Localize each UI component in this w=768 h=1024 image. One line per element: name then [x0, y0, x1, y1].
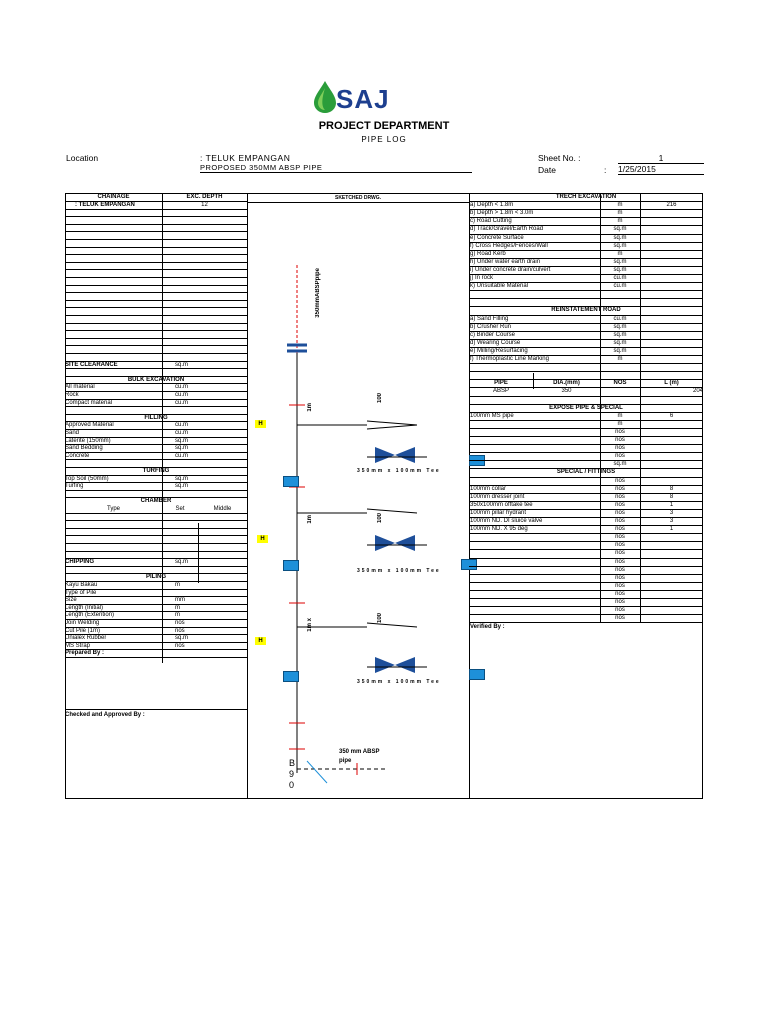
piling-unit-3: m [175, 604, 180, 611]
special-value-0 [640, 477, 703, 485]
reinstate-unit-0: cu.m [613, 315, 627, 322]
special-value-16 [640, 606, 703, 614]
expose-unit-6: sq.m [613, 461, 627, 468]
date-label: Date [538, 165, 556, 175]
label-duck-foot-1: 100 [377, 393, 383, 404]
piling-label-3: Length (Initial) [65, 604, 104, 611]
special-unit-15: nos [615, 599, 625, 605]
pipe-header-0: PIPE [494, 380, 508, 387]
piling-label-7: Unialex Rubber [65, 635, 107, 642]
sketch-header: SKETCHED DRWG. [334, 195, 382, 201]
trench-label-3: d) Track/Gravel/Earth Road [470, 226, 544, 233]
valve-box-1 [283, 476, 299, 487]
special-value-15 [640, 598, 703, 606]
special-value-4: 3 [669, 509, 674, 516]
special-label-7 [470, 533, 600, 541]
trench-label-5: f) Cross Hedges/Fences/Wall [470, 242, 548, 249]
special-value-6: 1 [669, 526, 674, 533]
reinstate-label-1: b) Crusher Run [470, 323, 512, 330]
reinstate-unit-2: sq.m [613, 331, 627, 338]
special-unit-16: nos [615, 607, 625, 614]
pipe-label-2: pipe [339, 758, 352, 764]
location-value: : TELUK EMPANGAN [200, 153, 291, 163]
special-unit-5: nos [615, 518, 625, 524]
special-label-9 [470, 549, 600, 557]
special-value-13 [640, 582, 703, 590]
pipe-header-3: L (m) [664, 380, 679, 387]
trench-label-8: i) Under concrete drain/culvert [470, 266, 551, 273]
special-unit-7: nos [615, 534, 625, 541]
special-label-12 [470, 574, 600, 582]
bend-nine: 9 [289, 769, 295, 779]
reinstate-unit-1: sq.m [613, 323, 627, 330]
chipping-label: CHIPPING [65, 559, 95, 566]
piling-unit-5: nos [175, 620, 185, 626]
piling-label-1: Type of Pile [65, 589, 97, 596]
bend-zero: 0 [289, 780, 295, 790]
reinstate-label-2: c) Binder Course [470, 331, 516, 338]
expose-label-6 [470, 460, 600, 468]
pipe-value-0: ABSP [492, 388, 509, 395]
section-title-filling: FILLING [144, 414, 168, 421]
pipe-sketch [247, 193, 469, 799]
turfing-label-1: Turfing [65, 483, 84, 490]
filling-label-0: Approved Material [65, 422, 114, 429]
trench-unit-0: m [617, 202, 623, 209]
filling-unit-3: sq.m [175, 445, 189, 452]
site-clearance-unit: sq.m [175, 361, 189, 368]
filling-unit-2: sq.m [175, 437, 189, 444]
special-unit-2: nos [615, 493, 625, 500]
special-unit-10: nos [615, 558, 625, 565]
special-unit-6: nos [615, 526, 625, 533]
expose-value-1 [640, 420, 703, 428]
special-value-5: 3 [669, 518, 674, 524]
left-section [65, 193, 247, 799]
special-label-14 [470, 590, 600, 598]
expose-label-0: 100mm MS pipe [470, 412, 514, 419]
pipe-label-vertical: 350mmABSPpipe [315, 268, 321, 318]
special-value-8 [640, 541, 703, 549]
trench-unit-6: m [617, 250, 623, 257]
trench-unit-10: cu.m [613, 283, 627, 290]
trench-value-7 [640, 258, 703, 266]
label-duck-foot-2: 100 [377, 513, 383, 524]
trench-unit-2: m [617, 218, 623, 225]
trench-unit-8: sq.m [613, 266, 627, 273]
page-title: PROJECT DEPARTMENT [318, 120, 450, 132]
special-value-2: 8 [669, 493, 674, 500]
trench-label-4: e) Concrete Surface [470, 234, 524, 241]
pipe-value-2 [600, 387, 640, 395]
pipe-value-3: 204 [692, 388, 703, 395]
special-unit-17: nos [615, 615, 625, 622]
trench-value-10 [640, 282, 703, 290]
filling-label-4: Concrete [65, 452, 90, 459]
section-title-piling: PILING [145, 574, 166, 581]
piling-unit-7: sq.m [175, 635, 189, 642]
bend-letter-b: B [289, 758, 296, 768]
special-label-5: 100mm ND. DI sluice valve [470, 518, 543, 524]
bulk-unit-1: cu.m [175, 392, 189, 398]
special-label-8 [470, 541, 600, 549]
special-unit-9: nos [615, 550, 625, 557]
trench-value-4 [640, 234, 703, 242]
label-ms-pipe-1: 1m [307, 403, 313, 412]
special-label-4: 100mm pillar hydrant [470, 509, 527, 516]
filling-unit-4: cu.m [175, 452, 189, 459]
date-value: 1/25/2015 [618, 164, 704, 175]
expose-value-0: 6 [669, 412, 674, 419]
special-label-0 [470, 477, 600, 485]
piling-unit-8: nos [175, 642, 185, 649]
chainage-value: : TELUK EMPANGAN [75, 202, 135, 208]
logo-text: SAJ [336, 84, 390, 114]
hydrant-marker-3: H [255, 637, 266, 645]
hydrant-marker-2: H [257, 535, 268, 543]
chamber-col-middle: Middle [213, 506, 232, 512]
reinstate-label-3: d) Wearing Course [470, 339, 521, 346]
expose-value-6 [640, 460, 703, 468]
trench-value-6 [640, 250, 703, 258]
expose-unit-5: nos [615, 453, 625, 460]
trench-label-1: b) Depth > 1.8m < 3.0m [470, 210, 534, 217]
special-value-3: 1 [669, 501, 674, 508]
trench-value-8 [640, 266, 703, 274]
pipe-header-2: NOS [613, 380, 627, 387]
trench-unit-5: sq.m [613, 242, 627, 249]
expose-label-5 [470, 452, 600, 460]
pipe-label: 350 mm ABSP [339, 749, 380, 755]
special-label-11 [470, 566, 600, 574]
reinstate-label-4: e) Milling/Resurfacing [470, 347, 528, 354]
proposed-value: PROPOSED 350MM ABSP PIPE [200, 163, 472, 173]
hydrant-marker-1: H [255, 420, 266, 428]
trench-unit-3: sq.m [613, 226, 627, 233]
piling-label-2: Size [65, 597, 77, 604]
chainage-header: CHAINAGE [97, 194, 130, 200]
special-label-2: 100mm dresser joint [470, 493, 525, 500]
turfing-label-0: Top Soil (50mm) [65, 475, 109, 482]
expose-unit-1: m [617, 420, 623, 427]
expose-label-4 [470, 444, 600, 452]
trench-value-1 [640, 209, 703, 217]
checked-by-label: Checked and Approved By : [65, 712, 145, 719]
label-ms-pipe-3: 1m x [307, 618, 313, 632]
trench-value-5 [640, 242, 703, 250]
chipping-unit: sq.m [175, 559, 189, 566]
special-unit-0: nos [615, 477, 625, 484]
special-unit-12: nos [615, 574, 625, 581]
special-value-9 [640, 549, 703, 557]
tee-label-1: 350mm x 100mm Tee [357, 468, 441, 474]
filling-label-1: Sand [65, 430, 80, 436]
piling-label-5: Join Welding [65, 620, 100, 626]
section-title-special: SPECIAL / FITTINGS [556, 469, 616, 476]
special-unit-11: nos [615, 566, 625, 573]
piling-label-8: MS Strap [65, 642, 91, 649]
expose-unit-3: nos [615, 437, 625, 443]
bulk-label-2: Compact material [65, 399, 113, 406]
special-value-14 [640, 590, 703, 598]
special-label-3: 350x100mm offtake tee [470, 501, 533, 508]
expose-label-3 [470, 436, 600, 444]
turfing-unit-1: sq.m [175, 483, 189, 490]
chamber-col-type: Type [106, 506, 120, 512]
reinstate-label-5: f) Thermoplastic Line Marking [470, 356, 549, 362]
special-label-1: 100mm collar [470, 485, 507, 492]
special-unit-4: nos [615, 509, 625, 516]
piling-label-6: Cut Pile (1m) [65, 627, 101, 634]
special-value-17 [640, 614, 703, 622]
special-unit-8: nos [615, 542, 625, 549]
special-label-13 [470, 582, 600, 590]
special-label-17 [470, 614, 600, 622]
special-value-1: 8 [669, 485, 674, 492]
filling-unit-0: cu.m [175, 422, 189, 429]
filling-label-2: Laterite (150mm) [65, 437, 111, 444]
reinstate-unit-4: sq.m [613, 347, 627, 354]
piling-label-0: Kayu Bakau [65, 582, 98, 588]
trench-unit-7: sq.m [613, 258, 627, 265]
bulk-unit-2: cu.m [175, 399, 189, 406]
valve-box-3 [283, 671, 299, 682]
prepared-by-label: Prepared By : [65, 650, 105, 657]
date-colon: : [604, 165, 607, 175]
valve-box-2 [283, 560, 299, 571]
expose-value-3 [640, 436, 703, 444]
trench-value-9 [640, 274, 703, 282]
special-unit-3: nos [615, 501, 625, 508]
special-label-16 [470, 606, 600, 614]
trench-value-3 [640, 225, 703, 233]
filling-unit-1: cu.m [175, 430, 189, 436]
expose-unit-2: nos [615, 428, 625, 435]
section-title-reinstatement: REINSTATEMENT ROAD [551, 307, 621, 314]
location-label: Location [66, 153, 99, 163]
site-clearance-label: SITE CLEARANCE [65, 361, 118, 368]
reinstate-unit-5: m [617, 356, 623, 362]
piling-unit-2: mm [175, 597, 185, 604]
expose-unit-4: nos [615, 445, 625, 452]
piling-unit-6: nos [175, 627, 185, 634]
exc-depth-value: 12 [201, 202, 208, 208]
piling-unit-4: m [175, 612, 180, 619]
special-label-15 [470, 598, 600, 606]
expose-unit-0: m [617, 412, 623, 419]
expose-value-4 [640, 444, 703, 452]
section-title-chamber: CHAMBER [140, 498, 172, 505]
chamber-col-set: Set [175, 506, 185, 512]
trench-label-9: j) In rock [470, 275, 494, 281]
section-title-trench: TRECH EXCAVATION [555, 194, 617, 200]
special-unit-14: nos [615, 590, 625, 597]
special-value-10 [640, 558, 703, 566]
section-title-turfing: TURFING [142, 468, 170, 474]
trench-unit-1: m [617, 210, 623, 217]
turfing-unit-0: sq.m [175, 475, 189, 482]
sheet-label: Sheet No. : [538, 153, 581, 163]
bulk-unit-0: cu.m [175, 384, 189, 391]
trench-unit-9: cu.m [613, 275, 627, 281]
trench-label-2: c) Road Cutting [470, 218, 512, 225]
piling-unit-0: m [175, 582, 180, 588]
trench-label-0: a) Depth < 1.8m [470, 202, 514, 209]
section-title-bulk: BULK EXCAVATION [127, 376, 185, 383]
trench-label-10: k) Unsuitable Material [470, 283, 529, 290]
water-drop-icon [312, 80, 338, 114]
special-value-12 [640, 574, 703, 582]
right-section [469, 193, 703, 799]
section-title-expose: EXPOSE PIPE & SPECIAL [549, 404, 623, 411]
expose-value-5 [640, 452, 703, 460]
piling-label-4: Length (Extention) [65, 612, 115, 619]
trench-value-0: 216 [666, 202, 677, 209]
sketch-area [247, 193, 469, 799]
trench-unit-4: sq.m [613, 234, 627, 241]
sheet-value: 1 [618, 153, 704, 164]
filling-label-3: Sand Bedding [65, 445, 103, 452]
special-unit-13: nos [615, 582, 625, 589]
reinstate-label-0: a) Sand Filling [470, 315, 509, 322]
label-ms-pipe-2: 1m [307, 515, 313, 524]
pipe-header-1: DIA.(mm) [553, 380, 580, 387]
bulk-label-1: Rock [65, 392, 79, 398]
pipe-value-1: 350 [561, 388, 572, 395]
reinstate-unit-3: sq.m [613, 339, 627, 346]
special-value-11 [640, 566, 703, 574]
expose-label-1 [470, 420, 600, 428]
label-duck-foot-3: 100 [377, 613, 383, 624]
expose-value-2 [640, 428, 703, 436]
tee-label-2: 350mm x 100mm Tee [357, 568, 441, 574]
special-label-6: 100mm ND. X 95 deg [470, 526, 528, 533]
trench-value-2 [640, 217, 703, 225]
exc-depth-header: EXC. DEPTH [186, 194, 223, 200]
trench-label-7: h) Under water earth drain [470, 258, 541, 265]
verified-by-label: Verified By : [470, 624, 505, 631]
special-label-10 [470, 558, 600, 566]
special-value-7 [640, 533, 703, 541]
bulk-label-0: All material [65, 384, 95, 391]
page-subtitle: PIPE LOG [361, 135, 407, 144]
special-unit-1: nos [615, 485, 625, 492]
trench-label-6: g) Road Kerb [470, 250, 506, 257]
expose-label-2 [470, 428, 600, 436]
tee-label-3: 350mm x 100mm Tee [357, 679, 441, 685]
